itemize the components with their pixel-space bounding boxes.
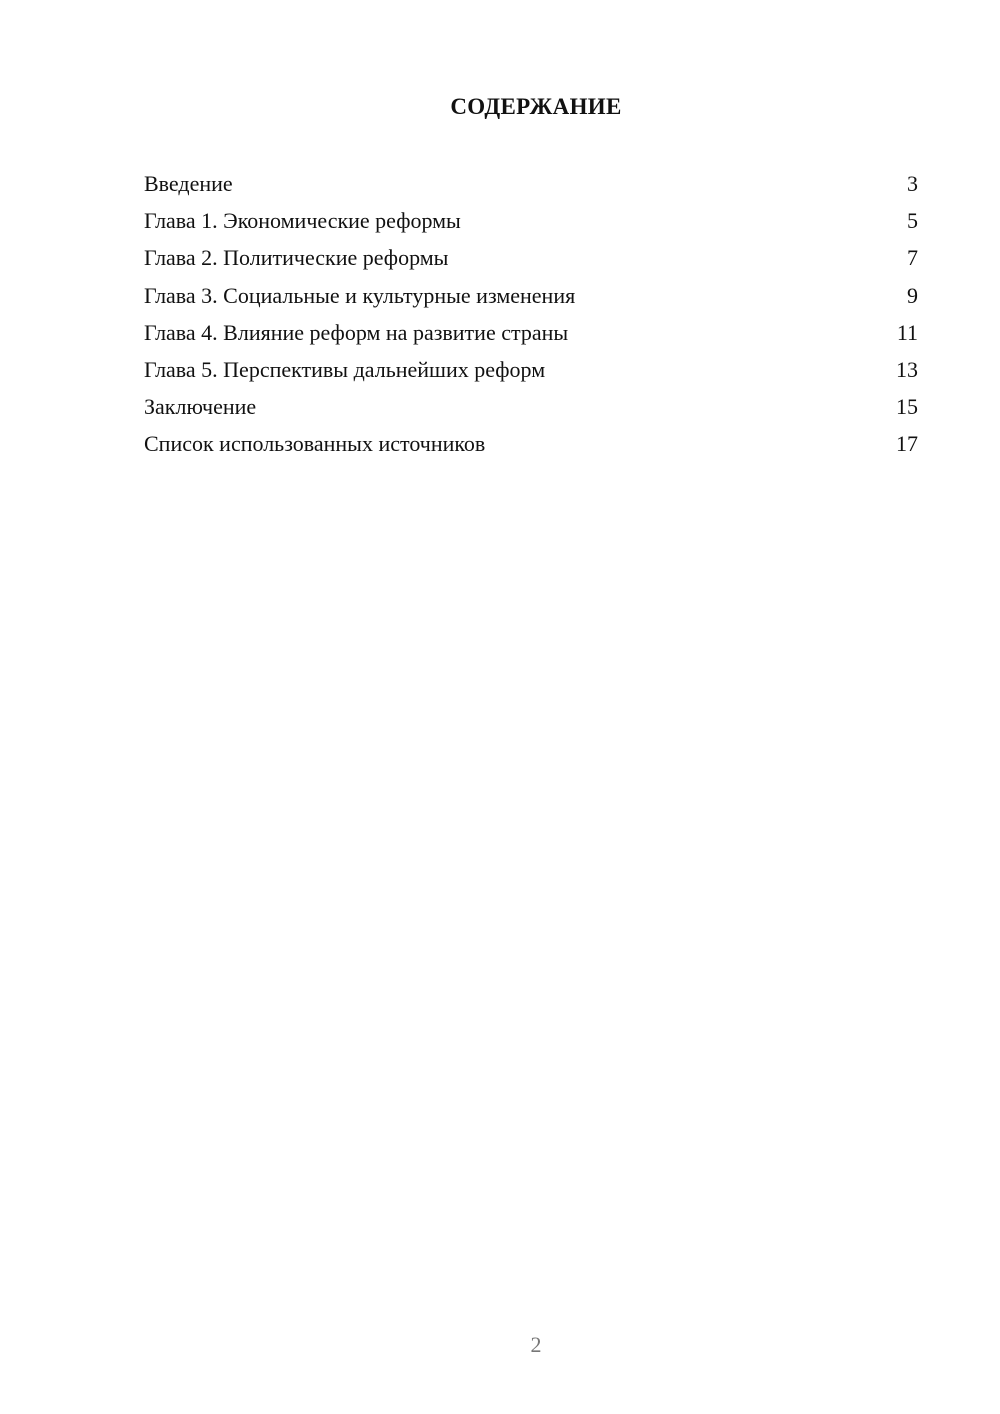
page-title: СОДЕРЖАНИЕ: [450, 94, 622, 119]
toc-entry-label: Глава 1. Экономические реформы: [144, 208, 461, 234]
toc-entry-label: Заключение: [144, 394, 257, 420]
table-of-contents: [144, 168, 918, 466]
toc-entry-page: 9: [907, 282, 918, 308]
toc-entry-chapter-1: [144, 205, 918, 242]
toc-entry-chapter-3: [144, 280, 918, 317]
toc-entry-references: [144, 428, 918, 465]
toc-entry-page: 13: [896, 356, 918, 382]
toc-entry-page: 15: [896, 394, 918, 420]
toc-entry-chapter-4: [144, 317, 918, 354]
page-number: 2: [530, 1332, 542, 1357]
toc-entry-label: Глава 5. Перспективы дальнейших реформ: [144, 356, 546, 382]
toc-entry-label: Глава 2. Политические реформы: [144, 245, 449, 271]
toc-entry-label: Глава 4. Влияние реформ на развитие страны: [144, 319, 569, 345]
toc-entry-label: Введение: [144, 171, 233, 196]
toc-entry-page: 7: [907, 245, 918, 271]
toc-entry-chapter-2: [144, 242, 918, 279]
toc-entry-chapter-5: [144, 354, 918, 391]
toc-entry-label: Глава 3. Социальные и культурные изменения: [144, 282, 576, 308]
toc-entry-introduction: [144, 168, 918, 205]
toc-entry-page: 17: [896, 431, 918, 457]
toc-entry-label: Список использованных источников: [144, 431, 486, 457]
toc-entry-page: 5: [907, 208, 918, 234]
toc-entry-conclusion: [144, 391, 918, 428]
toc-entry-page: 3: [907, 171, 918, 196]
toc-entry-page: 11: [896, 319, 918, 345]
